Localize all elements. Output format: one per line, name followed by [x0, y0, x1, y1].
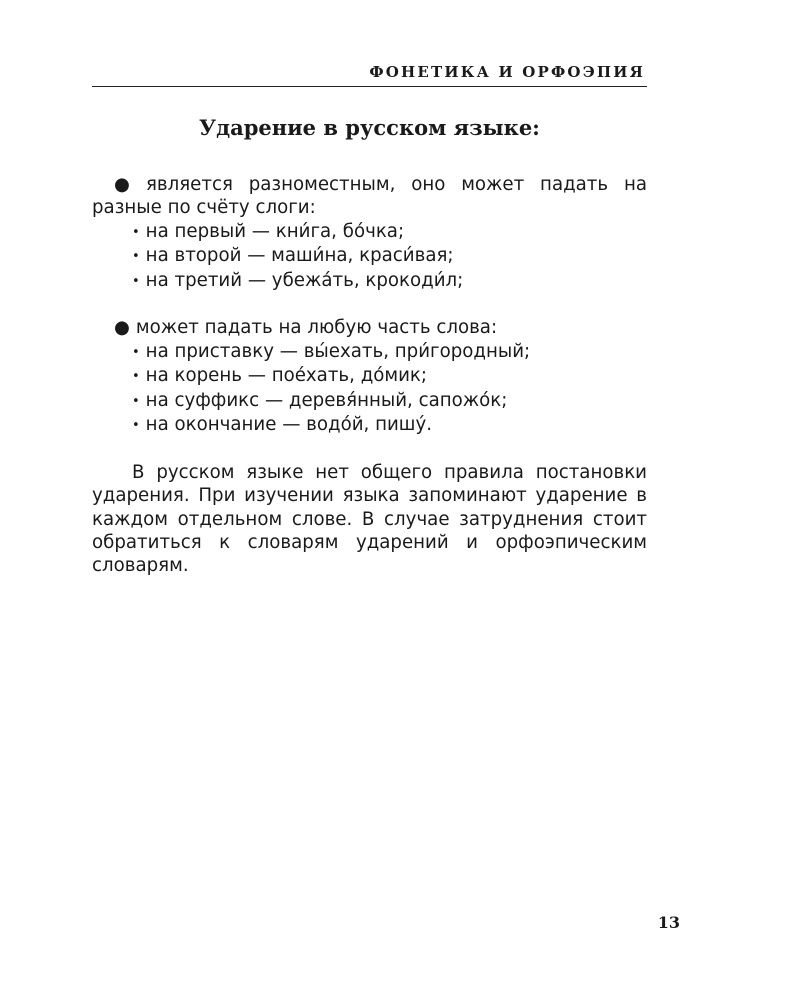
list-item [92, 269, 647, 293]
sub-bullet-icon: • [132, 418, 140, 434]
bullet-intro [92, 173, 647, 220]
sub-bullet-icon: • [132, 369, 140, 385]
sub-bullet-icon: • [132, 224, 140, 240]
running-header-title: ФОНЕТИКА И ОРФОЭПИЯ [369, 63, 645, 81]
list-item [92, 413, 647, 437]
bullet-marker-icon: ● [114, 317, 130, 339]
bullet-text: может падать на любую часть слова: [135, 317, 498, 339]
body-paragraph: В русском языке нет общего правила постановки ударения. При изучении языка запоминают ударение в каждом отдельном слове. В случае затруднения стоит обратиться к словарям ударений и орфоэпическим словарям. [92, 461, 647, 577]
list-item-text: на окончание — водо́й, пишу́. [145, 414, 432, 436]
list-item [92, 340, 647, 364]
bullet-block-word-parts [92, 316, 647, 437]
bullet-intro [92, 316, 647, 339]
example-list [92, 340, 647, 438]
list-item-text: на суффикс — деревя́нный, сапожо́к; [145, 389, 508, 411]
sub-bullet-icon: • [132, 344, 140, 360]
paragraph-block [92, 461, 647, 578]
page-number: 13 [657, 913, 680, 932]
section-heading: Ударение в русском языке: [199, 115, 540, 140]
bullet-marker-icon: ● [114, 174, 140, 195]
page-content [92, 173, 647, 578]
list-item-text: на первый — кни́га, бо́чка; [145, 220, 405, 242]
list-item-text: на третий — убежа́ть, крокоди́л; [145, 269, 464, 291]
list-item [92, 244, 647, 268]
list-item-text: на корень — пое́хать, до́мик; [145, 365, 428, 387]
sub-bullet-icon: • [132, 249, 140, 265]
sub-bullet-icon: • [132, 393, 140, 409]
sub-bullet-icon: • [132, 273, 140, 289]
list-item-text: на второй — маши́на, краси́вая; [145, 245, 454, 267]
list-item [92, 389, 647, 413]
bullet-block-positions [92, 173, 647, 293]
list-item-text: на приставку — вы́ехать, при́городный; [145, 340, 531, 362]
bullet-text: является разноместным, оно может падать на разные по счёту слоги: [92, 174, 647, 219]
list-item [92, 364, 647, 388]
example-list [92, 220, 647, 293]
running-header [92, 62, 647, 87]
list-item [92, 220, 647, 244]
